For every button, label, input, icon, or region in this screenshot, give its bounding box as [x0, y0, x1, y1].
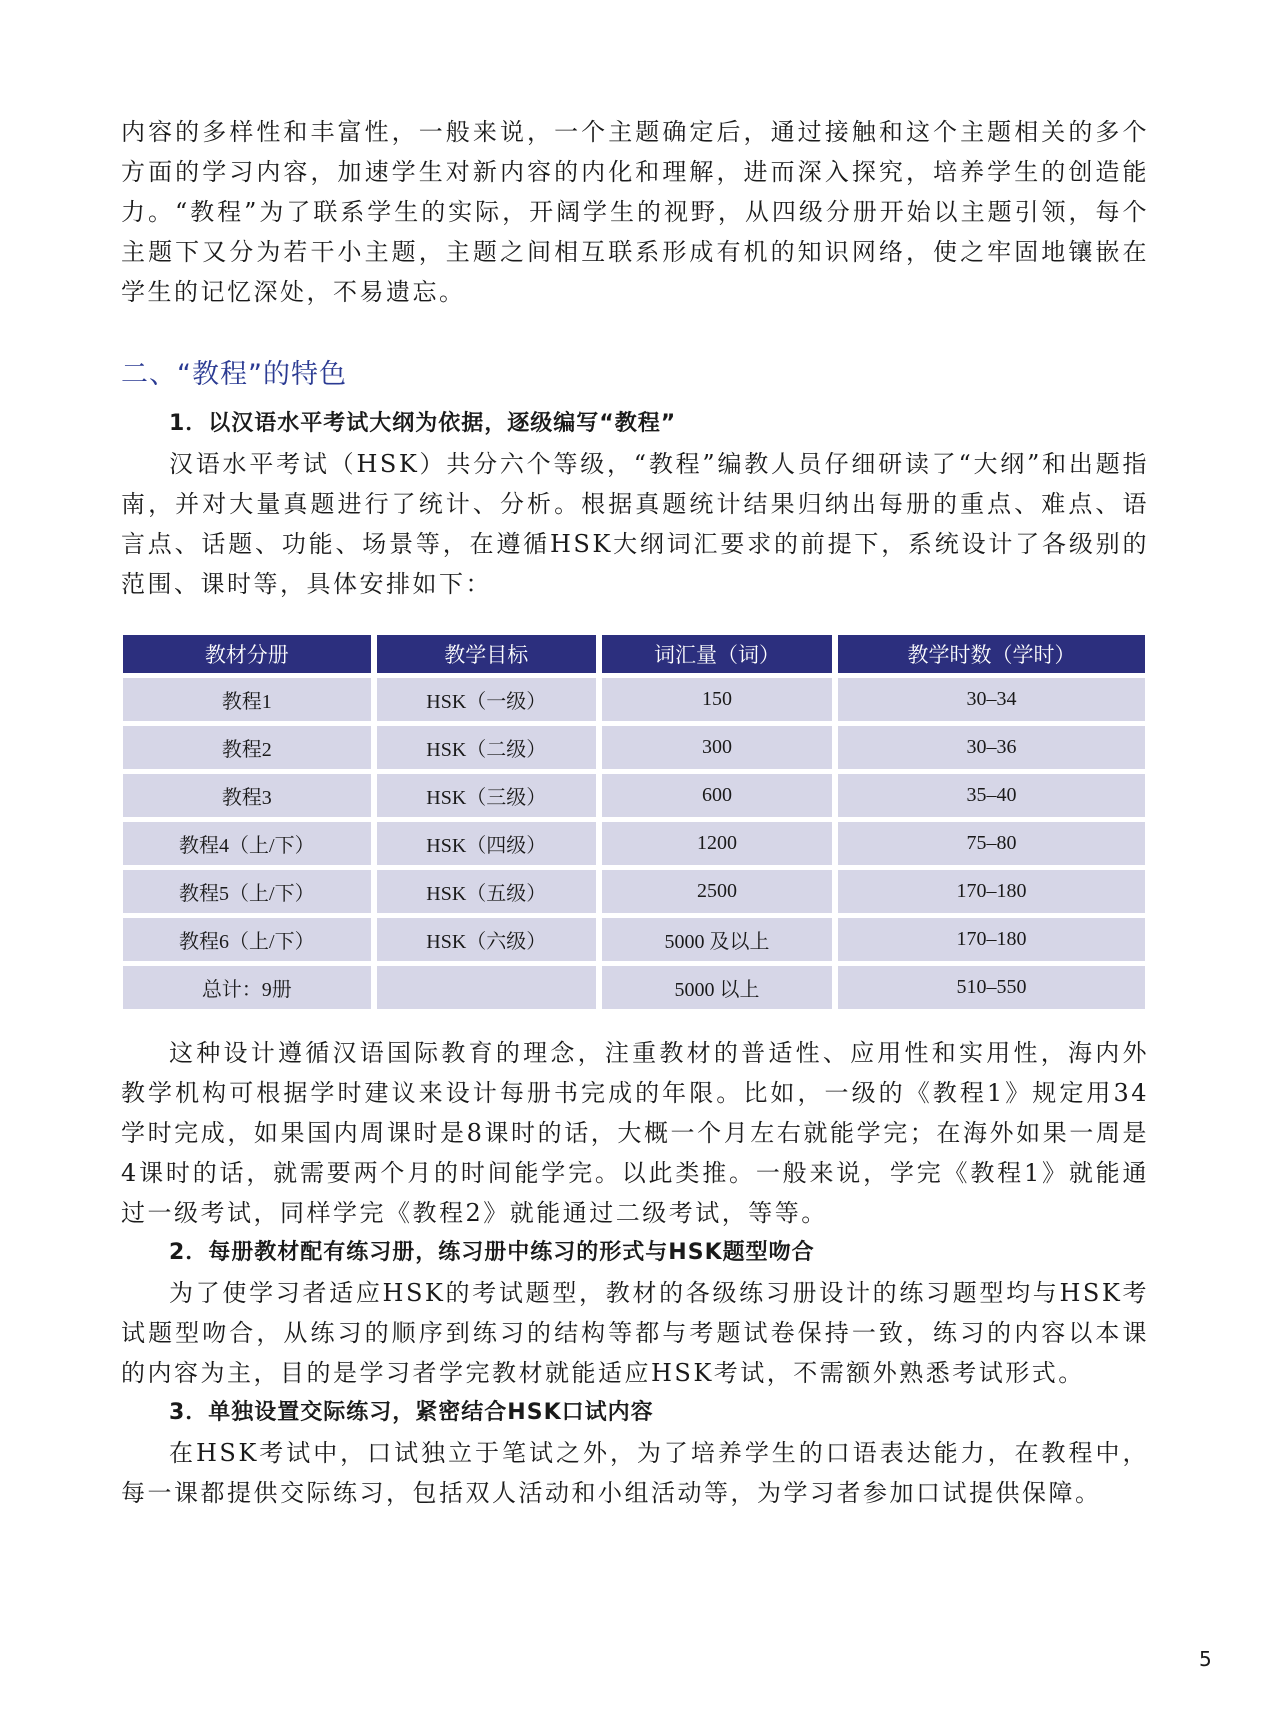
cell-volume: 教程1 — [123, 678, 371, 721]
table-row — [123, 678, 1145, 721]
cell-target — [377, 966, 596, 1009]
feature-1-paragraph: 汉语水平考试（HSK）共分六个等级，“教程”编教人员仔细研读了“大纲”和出题指南，并对大量真题进行了统计、分析。根据真题统计结果归纳出每册的重点、难点、语言点、话题、功能、场景等，在遵循HSK大纲词汇要求的前提下，系统设计了各级别的范围、课时等，具体安排如下： — [121, 450, 1149, 598]
header-target: 教学目标 — [377, 635, 596, 673]
continuation-block — [121, 1033, 1149, 1513]
table-row — [123, 918, 1145, 961]
cell-hours: 75–80 — [838, 822, 1145, 865]
cell-vocabulary: 5000 以上 — [602, 966, 832, 1009]
cell-target: HSK（五级） — [377, 870, 596, 913]
header-volume: 教材分册 — [123, 635, 371, 673]
intro-paragraph: 内容的多样性和丰富性，一般来说，一个主题确定后，通过接触和这个主题相关的多个方面的学习内容，加速学生对新内容的内化和理解，进而深入探究，培养学生的创造能力。“教程”为了联系学生的实际，开阔学生的视野，从四级分册开始以主题引领，每个主题下又分为若干小主题，主题之间相互联系形成有机的知识网络，使之牢固地镶嵌在学生的记忆深处，不易遗忘。 — [121, 118, 1149, 306]
cell-vocabulary: 150 — [602, 678, 832, 721]
cell-hours: 35–40 — [838, 774, 1145, 817]
page-number: 5 — [1199, 1647, 1212, 1671]
cell-volume: 教程3 — [123, 774, 371, 817]
feature-1-heading: 1．以汉语水平考试大纲为依据，逐级编写“教程” — [169, 411, 677, 436]
curriculum-table — [117, 630, 1151, 1014]
cell-volume: 教程2 — [123, 726, 371, 769]
cell-hours: 170–180 — [838, 918, 1145, 961]
table-total-row — [123, 966, 1145, 1009]
cell-target: HSK（二级） — [377, 726, 596, 769]
cell-target: HSK（三级） — [377, 774, 596, 817]
after-table-paragraph: 这种设计遵循汉语国际教育的理念，注重教材的普适性、应用性和实用性，海内外教学机构可根据学时建议来设计每册书完成的年限。比如，一级的《教程1》规定用34学时完成，如果国内周课时是8课时的话，大概一个月左右就能学完；在海外如果一周是4课时的话，就需要两个月的时间能学完。以此类推。一般来说，学完《教程1》就能通过一级考试，同样学完《教程2》就能通过二级考试，等等。 — [121, 1039, 1149, 1227]
cell-vocabulary: 5000 及以上 — [602, 918, 832, 961]
section-heading: 二、“教程”的特色 — [121, 359, 347, 390]
cell-hours: 30–36 — [838, 726, 1145, 769]
cell-volume: 教程6（上/下） — [123, 918, 371, 961]
header-hours: 教学时数（学时） — [838, 635, 1145, 673]
cell-volume: 教程4（上/下） — [123, 822, 371, 865]
feature-2-heading: 2．每册教材配有练习册，练习册中练习的形式与HSK题型吻合 — [169, 1240, 815, 1265]
cell-target: HSK（四级） — [377, 822, 596, 865]
cell-vocabulary: 2500 — [602, 870, 832, 913]
feature-2-paragraph: 为了使学习者适应HSK的考试题型，教材的各级练习册设计的练习题型均与HSK考试题型吻合，从练习的顺序到练习的结构等都与考题试卷保持一致，练习的内容以本课的内容为主，目的是学习者学完教材就能适应HSK考试，不需额外熟悉考试形式。 — [121, 1279, 1149, 1387]
cell-hours: 510–550 — [838, 966, 1145, 1009]
cell-vocabulary: 600 — [602, 774, 832, 817]
table-row — [123, 774, 1145, 817]
table-row — [123, 870, 1145, 913]
cell-target: HSK（六级） — [377, 918, 596, 961]
feature-3-paragraph: 在HSK考试中，口试独立于笔试之外，为了培养学生的口语表达能力，在教程中，每一课都提供交际练习，包括双人活动和小组活动等，为学习者参加口试提供保障。 — [121, 1439, 1149, 1507]
cell-hours: 30–34 — [838, 678, 1145, 721]
cell-target: HSK（一级） — [377, 678, 596, 721]
feature-3-heading: 3．单独设置交际练习，紧密结合HSK口试内容 — [169, 1400, 654, 1425]
cell-vocabulary: 300 — [602, 726, 832, 769]
cell-volume: 总计：9册 — [123, 966, 371, 1009]
header-vocabulary: 词汇量（词） — [602, 635, 832, 673]
table-row — [123, 822, 1145, 865]
feature-1-block — [121, 404, 1149, 604]
cell-vocabulary: 1200 — [602, 822, 832, 865]
table-header-row — [123, 635, 1145, 673]
table-row — [123, 726, 1145, 769]
cell-hours: 170–180 — [838, 870, 1145, 913]
cell-volume: 教程5（上/下） — [123, 870, 371, 913]
